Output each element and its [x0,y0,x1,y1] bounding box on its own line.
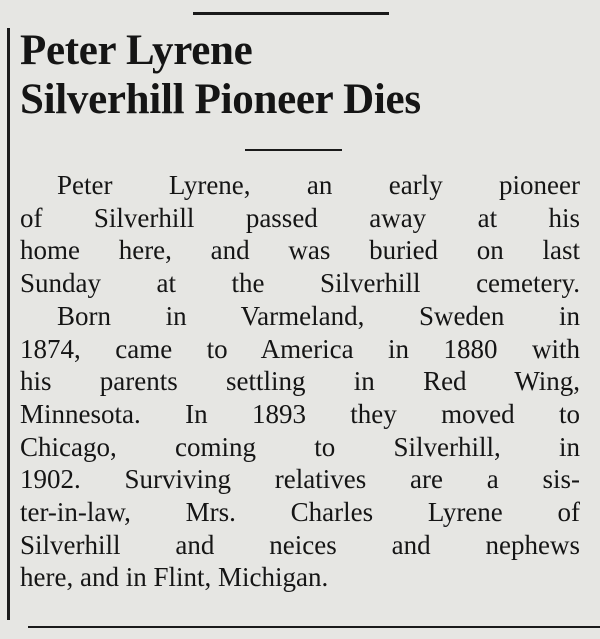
article-line: Born in Varmeland, Sweden in [57,300,580,331]
article-line: ter-in-law, Mrs. Charles Lyrene of [20,497,580,528]
headline-line-2: Silverhill Pioneer Dies [20,76,421,123]
article-line: 1874, came to America in 1880 with [20,333,580,364]
article-line: of Silverhill passed away at his [20,202,580,233]
article-line: Minnesota. In 1893 they moved to [20,398,580,429]
article-line: Peter Lyrene, an early pioneer [57,170,580,200]
article-line: home here, and was buried on last [20,235,580,266]
article-line: here, and in Flint, Michigan. [20,562,329,593]
headline [20,26,580,124]
article-line: 1902. Surviving relatives are a sis- [20,464,580,495]
article-body [20,169,580,594]
headline-divider [245,149,342,151]
headline-line-1: Peter Lyrene [20,27,253,74]
article-line: Chicago, coming to Silverhill, in [20,431,580,462]
article-line: Silverhill and neices and nephews [20,529,580,560]
article-line: Sunday at the Silverhill cemetery. [20,268,580,299]
top-rule [193,12,389,15]
bottom-rule [28,626,600,628]
left-column-rule [7,28,10,620]
article-line: his parents settling in Red Wing, [20,366,580,397]
